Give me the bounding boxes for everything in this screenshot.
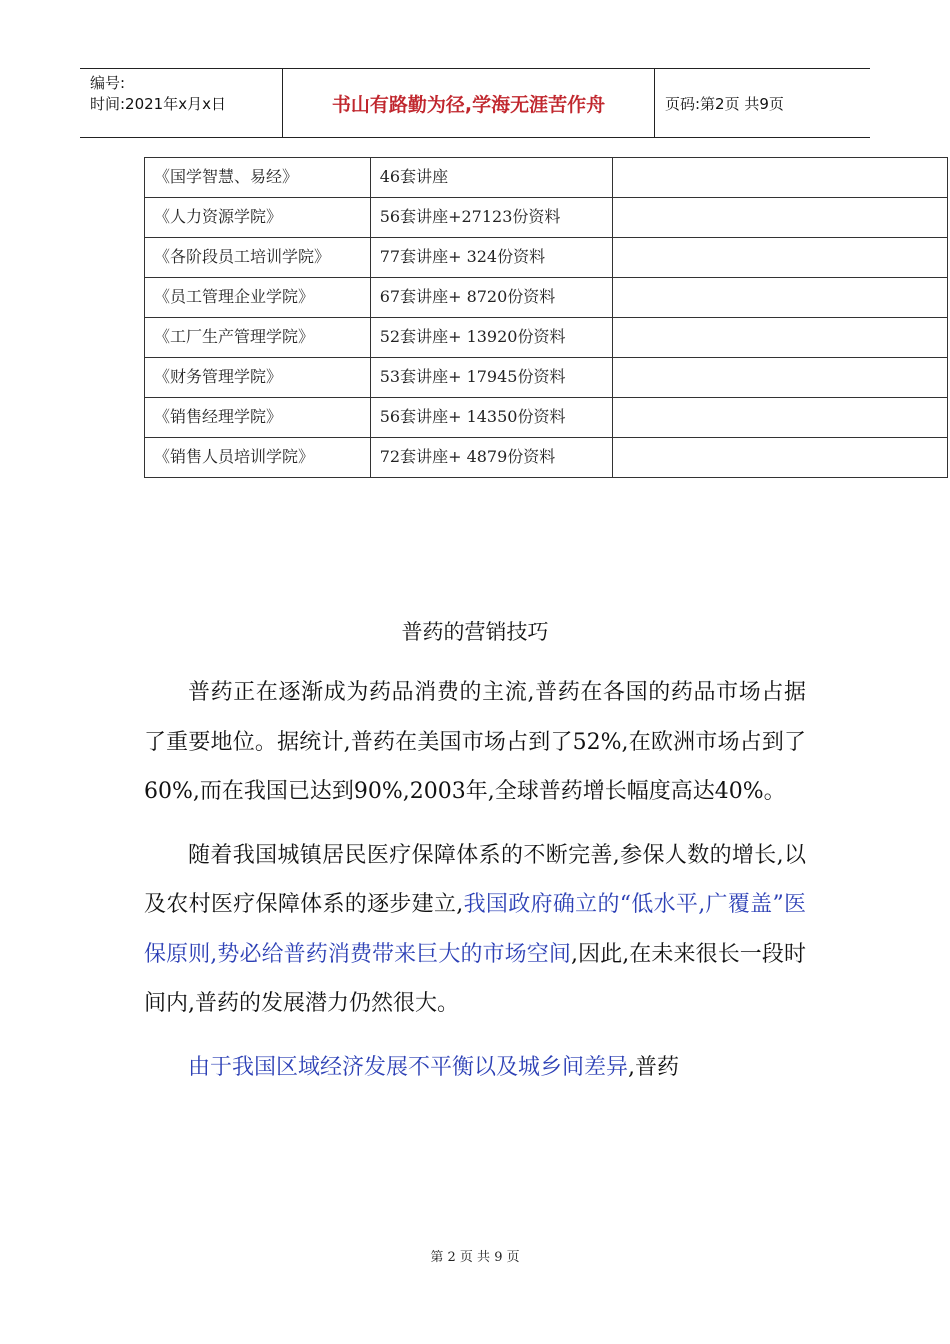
page-header xyxy=(80,68,870,138)
table-row xyxy=(145,358,948,398)
paragraph-3-tail: ,普药 xyxy=(628,1054,680,1080)
course-name: 《财务管理学院》 xyxy=(145,358,371,398)
course-name: 《销售经理学院》 xyxy=(145,398,371,438)
course-name: 《国学智慧、易经》 xyxy=(145,158,371,198)
course-name: 《各阶段员工培训学院》 xyxy=(145,238,371,278)
header-number: 编号: xyxy=(90,74,126,92)
header-motto: 书山有路勤为径,学海无涯苦作舟 xyxy=(282,69,655,137)
course-table xyxy=(144,157,948,478)
table-row xyxy=(145,158,948,198)
table-row xyxy=(145,198,948,238)
article-title: 普药的营销技巧 xyxy=(401,620,549,644)
paragraph-2-tail: ,因此,在未来很长一段时间内,普药的发展潜力仍然很大。 xyxy=(144,941,806,1016)
course-content: 72套讲座+ 4879份资料 xyxy=(370,438,613,478)
table-row xyxy=(145,238,948,278)
course-note xyxy=(613,398,948,438)
course-content: 77套讲座+ 324份资料 xyxy=(370,238,613,278)
table-row xyxy=(145,438,948,478)
course-note xyxy=(613,438,948,478)
paragraph-3-highlight: 由于我国区域经济发展不平衡以及城乡间差异 xyxy=(188,1054,629,1080)
course-name: 《销售人员培训学院》 xyxy=(145,438,371,478)
course-note xyxy=(613,198,948,238)
course-content: 56套讲座+ 14350份资料 xyxy=(370,398,613,438)
paragraph-2-highlight: 我国政府确立的“低水平,广覆盖”医保原则,势必给普药消费带来巨大的市场空间 xyxy=(144,892,806,967)
table-row xyxy=(145,278,948,318)
course-content: 46套讲座 xyxy=(370,158,613,198)
course-note xyxy=(613,318,948,358)
course-name: 《员工管理企业学院》 xyxy=(145,278,371,318)
course-note xyxy=(613,278,948,318)
paragraph-2-lead: 随着我国城镇居民医疗保障体系的不断完善,参保人数的增长,以及农村医疗保障体系的逐步建立, xyxy=(144,842,806,917)
page-footer: 第 2 页 共 9 页 xyxy=(430,1250,520,1265)
header-meta xyxy=(80,69,282,137)
course-name: 《工厂生产管理学院》 xyxy=(145,318,371,358)
header-page-number: 页码:第2页 共9页 xyxy=(665,94,784,113)
paragraph-3 xyxy=(144,1043,806,1093)
course-note xyxy=(613,358,948,398)
paragraph-2 xyxy=(144,831,806,1029)
course-content: 67套讲座+ 8720份资料 xyxy=(370,278,613,318)
course-content: 52套讲座+ 13920份资料 xyxy=(370,318,613,358)
course-content: 53套讲座+ 17945份资料 xyxy=(370,358,613,398)
table-row xyxy=(145,318,948,358)
course-name: 《人力资源学院》 xyxy=(145,198,371,238)
table-row xyxy=(145,398,948,438)
course-content: 56套讲座+27123份资料 xyxy=(370,198,613,238)
course-note xyxy=(613,158,948,198)
course-note xyxy=(613,238,948,278)
paragraph-1: 普药正在逐渐成为药品消费的主流,普药在各国的药品市场占据了重要地位。据统计,普药在美国市场占到了52%,在欧洲市场占到了60%,而在我国已达到90%,2003年,全球普药增长幅度高达40%。 xyxy=(144,680,806,804)
article-body xyxy=(144,668,806,1106)
header-date: 时间:2021年x月x日 xyxy=(90,95,226,113)
